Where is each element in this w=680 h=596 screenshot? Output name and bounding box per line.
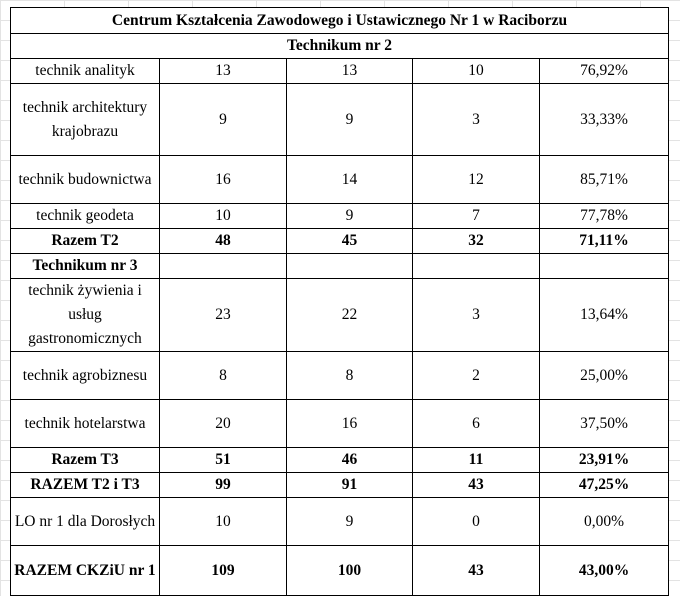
- cell-value-3: 3: [413, 279, 540, 352]
- cell-value-2: 9: [287, 204, 413, 229]
- cell-value-3: 3: [413, 84, 540, 156]
- table-row: [11, 156, 669, 204]
- table-row: [11, 279, 669, 352]
- results-table: [10, 7, 669, 596]
- cell-value-3: 10: [413, 59, 540, 84]
- cell-value-1: 10: [160, 498, 287, 546]
- row-label: technik agrobiznesu: [11, 352, 160, 400]
- cell-value-3: 6: [413, 400, 540, 448]
- table-row: [11, 352, 669, 400]
- cell-value-2: 91: [287, 473, 413, 498]
- row-label: Razem T3: [11, 448, 160, 473]
- cell-value-2: 100: [287, 546, 413, 596]
- cell-value-1: 8: [160, 352, 287, 400]
- table-row: [11, 498, 669, 546]
- cell-value-1: 23: [160, 279, 287, 352]
- table-row: [11, 204, 669, 229]
- cell-value-3: 43: [413, 546, 540, 596]
- cell-value-3: 12: [413, 156, 540, 204]
- cell-value-2: 9: [287, 84, 413, 156]
- cell-percent: 76,92%: [540, 59, 669, 84]
- row-label: technik budownictwa: [11, 156, 160, 204]
- table-row-total: [11, 448, 669, 473]
- row-label: Razem T2: [11, 229, 160, 254]
- cell-value-2: 9: [287, 498, 413, 546]
- cell-value-2: 13: [287, 59, 413, 84]
- section-header: Technikum nr 3: [11, 254, 160, 279]
- cell-value-1: 51: [160, 448, 287, 473]
- cell-percent: 43,00%: [540, 546, 669, 596]
- cell-value-2: 22: [287, 279, 413, 352]
- cell-value-1: 13: [160, 59, 287, 84]
- row-label: technik hotelarstwa: [11, 400, 160, 448]
- cell-value-2: 16: [287, 400, 413, 448]
- cell-percent: 25,00%: [540, 352, 669, 400]
- cell-percent: 0,00%: [540, 498, 669, 546]
- table-row: [11, 84, 669, 156]
- cell-value-1: 48: [160, 229, 287, 254]
- cell-value-2: 8: [287, 352, 413, 400]
- cell-percent: 85,71%: [540, 156, 669, 204]
- cell-percent: 37,50%: [540, 400, 669, 448]
- row-label: LO nr 1 dla Dorosłych: [11, 498, 160, 546]
- cell-value-3: 7: [413, 204, 540, 229]
- cell-value-1: 109: [160, 546, 287, 596]
- table-row: [11, 59, 669, 84]
- cell-value-1: 10: [160, 204, 287, 229]
- cell-percent: 33,33%: [540, 84, 669, 156]
- cell-value-1: 20: [160, 400, 287, 448]
- cell-value-2: 45: [287, 229, 413, 254]
- row-label: RAZEM CKZiU nr 1: [11, 546, 160, 596]
- table-row-total: [11, 229, 669, 254]
- cell-value-2: 14: [287, 156, 413, 204]
- cell-percent: 71,11%: [540, 229, 669, 254]
- cell-percent: 23,91%: [540, 448, 669, 473]
- row-label: technik geodeta: [11, 204, 160, 229]
- cell-value-2: 46: [287, 448, 413, 473]
- row-label: RAZEM T2 i T3: [11, 473, 160, 498]
- table-row-total: [11, 473, 669, 498]
- cell-value-1: 16: [160, 156, 287, 204]
- cell-percent: 13,64%: [540, 279, 669, 352]
- cell-percent: 77,78%: [540, 204, 669, 229]
- cell-percent: 47,25%: [540, 473, 669, 498]
- row-label: technik analityk: [11, 59, 160, 84]
- cell-value-1: 99: [160, 473, 287, 498]
- row-label: technik żywienia i usług gastronomicznych: [11, 279, 160, 352]
- table-row: [11, 400, 669, 448]
- cell-value-1: 9: [160, 84, 287, 156]
- section-header: Technikum nr 2: [11, 34, 669, 59]
- cell-value-3: 0: [413, 498, 540, 546]
- cell-value-3: 11: [413, 448, 540, 473]
- cell-value-3: 43: [413, 473, 540, 498]
- table-title: Centrum Kształcenia Zawodowego i Ustawicznego Nr 1 w Raciborzu: [11, 8, 669, 34]
- cell-value-3: 32: [413, 229, 540, 254]
- cell-value-3: 2: [413, 352, 540, 400]
- table-row-total: [11, 546, 669, 596]
- row-label: technik architektury krajobrazu: [11, 84, 160, 156]
